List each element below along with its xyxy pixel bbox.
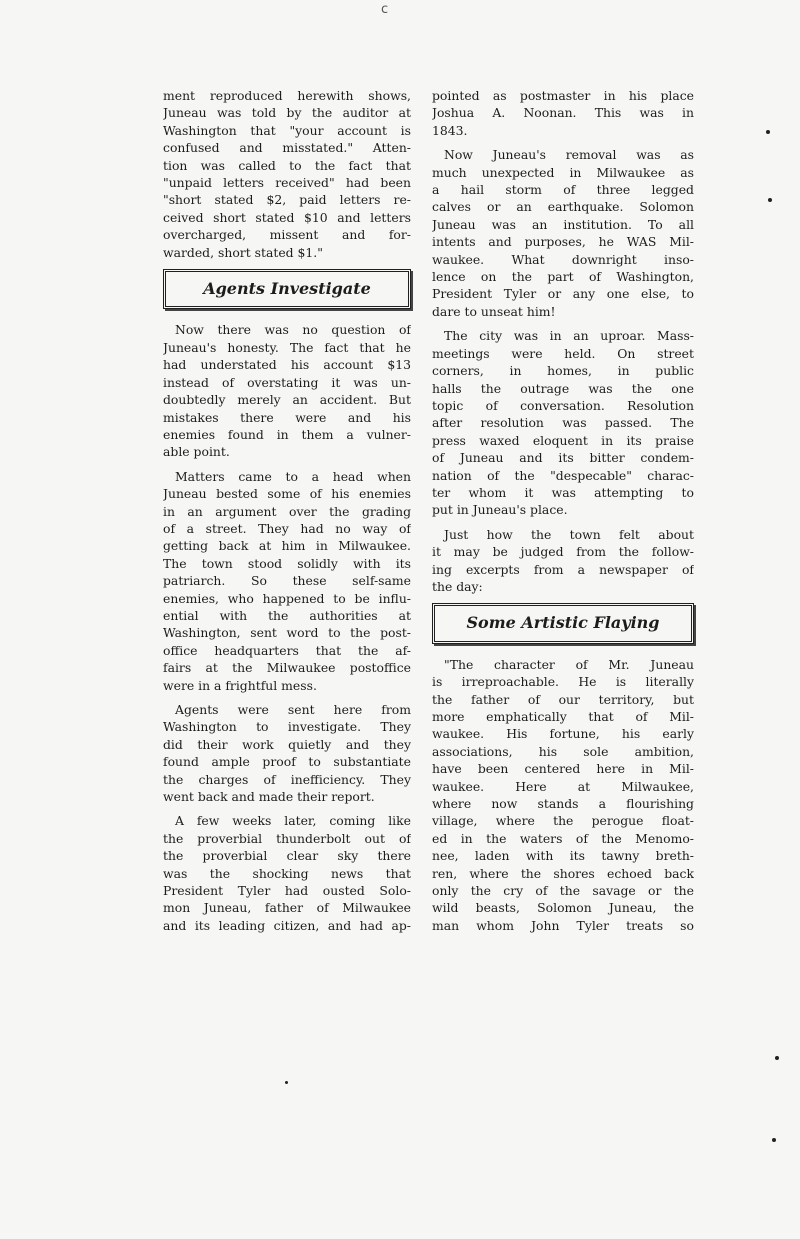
dust-speck — [772, 1138, 776, 1142]
text-line: mistakes there were and his — [163, 409, 411, 425]
text-line: A few weeks later, coming like — [175, 813, 411, 829]
text-line: patriarch. So these self-same — [163, 573, 411, 589]
text-line: Just how the town felt about — [444, 526, 694, 542]
text-line: found ample proof to substantiate — [163, 754, 411, 770]
text-line: corners, in homes, in public — [432, 363, 694, 379]
text-line: getting back at him in Milwaukee. — [163, 538, 411, 554]
right-paragraph-1 — [432, 87, 694, 139]
text-line: the proverbial clear sky there — [163, 848, 411, 864]
left-column — [163, 87, 411, 941]
text-line: Juneau was an institution. To all — [432, 216, 694, 232]
text-line: ment reproduced herewith shows, — [163, 88, 411, 103]
dust-speck — [768, 198, 772, 202]
right-paragraph-4 — [432, 526, 694, 596]
text-line: ceived short stated $10 and letters — [163, 209, 411, 225]
left-paragraph-3 — [163, 701, 411, 805]
text-line: office headquarters that the af- — [163, 642, 411, 658]
text-line: and its leading citizen, and had ap- — [163, 917, 411, 933]
text-line: put in Juneau's place. — [432, 502, 568, 518]
text-line: after resolution was passed. The — [432, 415, 694, 431]
text-line: the father of our territory, but — [432, 691, 694, 707]
page-mark: c — [381, 2, 389, 17]
text-line: instead of overstating it was un- — [163, 374, 411, 390]
section-heading-some-artistic-flaying: Some Artistic Flaying — [432, 603, 694, 643]
text-line: Juneau was told by the auditor at — [163, 105, 411, 121]
text-line: enemies, who happened to be influ- — [163, 590, 411, 606]
text-line: did their work quietly and they — [163, 736, 411, 752]
text-line: Juneau bested some of his enemies — [163, 486, 411, 502]
text-line: Matters came to a head when — [175, 468, 411, 484]
text-line: "unpaid letters received" had been — [163, 175, 411, 191]
text-line: nation of the "despecable" charac- — [432, 467, 694, 483]
text-line: warded, short stated $1." — [163, 244, 323, 260]
right-paragraph-2 — [432, 146, 694, 320]
text-line: pointed as postmaster in his place — [432, 88, 694, 103]
text-line: the charges of inefficiency. They — [163, 771, 411, 787]
text-line: Now Juneau's removal was as — [444, 147, 694, 163]
text-line: press waxed eloquent in its praise — [432, 432, 694, 448]
text-line: wild beasts, Solomon Juneau, the — [432, 900, 694, 916]
text-line: was the shocking news that — [163, 865, 411, 881]
text-line: Joshua A. Noonan. This was in — [432, 105, 694, 121]
text-line: doubtedly merely an accident. But — [163, 392, 411, 408]
text-line: it may be judged from the follow- — [432, 544, 694, 560]
dust-speck — [285, 1081, 288, 1084]
text-line: fairs at the Milwaukee postoffice — [163, 660, 411, 676]
text-line: able point. — [163, 444, 230, 460]
text-line: meetings were held. On street — [432, 345, 694, 361]
text-line: ential with the authorities at — [163, 607, 411, 623]
dust-speck — [766, 130, 770, 134]
text-line: enemies found in them a vulner- — [163, 426, 411, 442]
text-line: "short stated $2, paid letters re- — [163, 192, 411, 208]
text-line: 1843. — [432, 122, 468, 138]
left-paragraph-4 — [163, 812, 411, 934]
text-line: had understated his account $13 — [163, 357, 411, 373]
dust-speck — [775, 1056, 779, 1060]
text-line: were in a frightful mess. — [163, 677, 317, 693]
right-column — [432, 87, 694, 941]
text-line: lence on the part of Washington, — [432, 269, 694, 285]
right-paragraph-5 — [432, 656, 694, 935]
text-line: Washington that "your account is — [163, 122, 411, 138]
text-line: much unexpected in Milwaukee as — [432, 164, 694, 180]
text-line: Juneau's honesty. The fact that he — [163, 339, 411, 355]
text-line: Agents were sent here from — [175, 702, 411, 717]
text-line: President Tyler or any one else, to — [432, 286, 694, 302]
left-paragraph-2 — [163, 468, 411, 694]
text-line: nee, laden with its tawny breth- — [432, 848, 694, 864]
text-line: "The character of Mr. Juneau — [444, 656, 694, 672]
text-line: ed in the waters of the Menomo- — [432, 830, 694, 846]
text-line: calves or an earthquake. Solomon — [432, 199, 694, 215]
text-line: in an argument over the grading — [163, 503, 411, 519]
text-line: man whom John Tyler treats so — [432, 917, 694, 933]
text-line: is irreproachable. He is literally — [432, 674, 694, 690]
text-line: intents and purposes, he WAS Mil- — [432, 234, 694, 250]
text-line: more emphatically that of Mil- — [432, 709, 694, 724]
text-line: waukee. Here at Milwaukee, — [432, 778, 694, 794]
text-line: dare to unseat him! — [432, 303, 556, 319]
text-line: of Juneau and its bitter condem- — [432, 450, 694, 466]
text-line: ter whom it was attempting to — [432, 484, 694, 500]
text-line: the proverbial thunderbolt out of — [163, 830, 411, 846]
right-paragraph-3 — [432, 327, 694, 518]
text-line: the day: — [432, 578, 483, 594]
text-line: Washington to investigate. They — [163, 719, 411, 735]
text-line: where now stands a flourishing — [432, 796, 694, 812]
text-line: village, where the perogue float- — [432, 813, 694, 829]
text-line: The city was in an uproar. Mass- — [444, 328, 694, 344]
text-line: tion was called to the fact that — [163, 157, 411, 173]
text-line: Now there was no question of — [175, 322, 411, 338]
left-paragraph-1 — [163, 321, 411, 460]
section-heading-agents-investigate: Agents Investigate — [163, 269, 411, 309]
text-line: The town stood solidly with its — [163, 555, 411, 571]
text-line: mon Juneau, father of Milwaukee — [163, 900, 411, 916]
text-line: ing excerpts from a newspaper of — [432, 561, 694, 577]
text-line: have been centered here in Mil- — [432, 761, 694, 777]
text-line: overcharged, missent and for- — [163, 227, 411, 243]
text-line: waukee. What downright inso- — [432, 251, 694, 267]
left-intro-paragraph — [163, 87, 411, 261]
text-line: waukee. His fortune, his early — [432, 726, 694, 742]
text-line: only the cry of the savage or the — [432, 883, 694, 899]
text-line: Washington, sent word to the post- — [163, 625, 411, 641]
text-line: ren, where the shores echoed back — [432, 865, 694, 881]
text-line: of a street. They had no way of — [163, 520, 411, 536]
text-line: confused and misstated." Atten- — [163, 140, 411, 156]
text-line: President Tyler had ousted Solo- — [163, 883, 411, 899]
text-line: halls the outrage was the one — [432, 380, 694, 396]
text-line: went back and made their report. — [163, 789, 375, 805]
text-line: a hail storm of three legged — [432, 182, 694, 198]
text-line: topic of conversation. Resolution — [432, 397, 694, 413]
text-line: associations, his sole ambition, — [432, 743, 694, 759]
